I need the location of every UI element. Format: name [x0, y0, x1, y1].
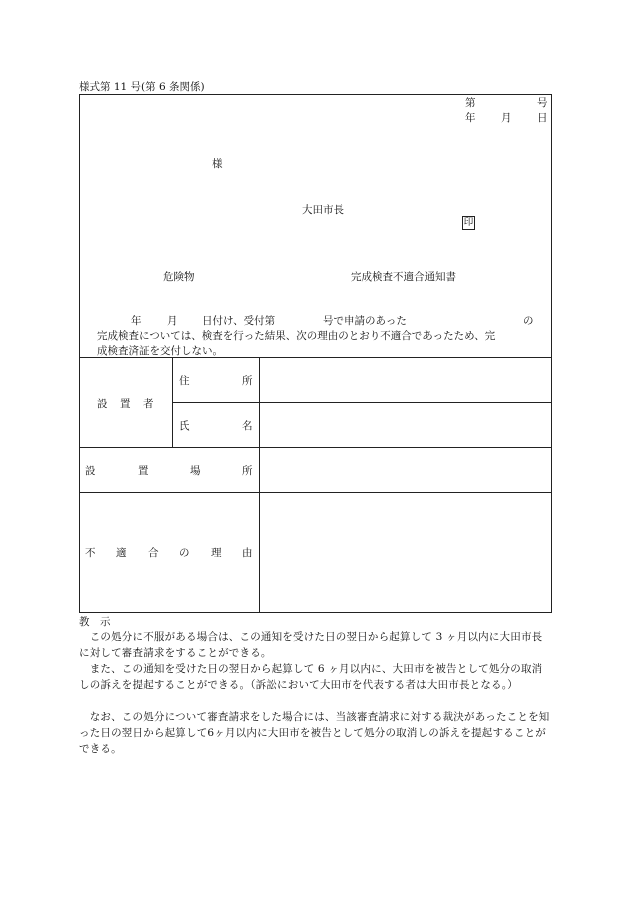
table-divider-location	[79, 492, 552, 493]
body-no: の	[523, 315, 534, 327]
seal-stamp: 印	[463, 217, 474, 228]
addressee-suffix: 様	[212, 158, 223, 170]
notice-paragraph-2: また、この通知を受けた日の翌日から起算して 6 ヶ月以内に、大田市を被告として処分の取消しの訴えを提起することができる。（訴訟において大田市を代表する者は大田市長となる。）	[79, 663, 543, 692]
name-label-c2: 名	[242, 420, 253, 432]
body-month: 月	[167, 315, 178, 327]
table-vline-sub	[172, 357, 173, 447]
address-label-c1: 住	[179, 375, 190, 387]
installer-c3: 者	[143, 398, 154, 410]
table-divider-installer	[79, 447, 552, 448]
body-year: 年	[131, 315, 142, 327]
location-c4: 所	[242, 465, 253, 477]
form-number: 様式第 11 号(第 6 条関係)	[79, 81, 205, 93]
installer-c2: 置	[120, 398, 131, 410]
reason-c2: 適	[116, 547, 127, 559]
location-c3: 場	[190, 465, 201, 477]
location-c1: 設	[85, 465, 96, 477]
location-c2: 置	[138, 465, 149, 477]
document-title: 完成検査不適合通知書	[351, 271, 456, 283]
table-top-border	[79, 357, 552, 358]
table-divider-address	[172, 402, 552, 403]
body-line-3: 成検査済証を交付しない。	[97, 345, 223, 357]
date-month: 月	[501, 112, 512, 124]
number-suffix: 号	[537, 97, 548, 109]
number-prefix: 第	[465, 97, 476, 109]
notice-heading: 教 示	[79, 616, 111, 628]
issuer-name: 大田市長	[302, 204, 344, 216]
reason-c5: 理	[211, 547, 222, 559]
reason-c6: 由	[242, 547, 253, 559]
table-vline-value	[259, 357, 260, 613]
notice-paragraph-1: この処分に不服がある場合は、この通知を受けた日の翌日から起算して 3 ヶ月以内に大田市長に対して審査請求をすることができる。	[79, 631, 543, 660]
reason-c4: の	[179, 547, 190, 559]
reason-c1: 不	[85, 547, 96, 559]
reason-c3: 合	[148, 547, 159, 559]
installer-c1: 設	[97, 398, 108, 410]
body-application: 号で申請のあった	[323, 315, 407, 327]
name-label-c1: 氏	[179, 420, 190, 432]
body-line-2: 完成検査については、検査を行った結果、次の理由のとおり不適合であったため、完	[97, 330, 496, 342]
body-date-receipt: 日付け、受付第	[202, 315, 276, 327]
title-left: 危険物	[163, 271, 195, 283]
notice-paragraph-3: なお、この処分について審査請求をした場合には、当該審査請求に対する裁決があったことを知った日の翌日から起算して6ヶ月以内に大田市を被告として処分の取消しの訴えを提起することができる。	[79, 711, 550, 756]
date-day: 日	[537, 112, 548, 124]
date-year: 年	[465, 112, 476, 124]
address-label-c2: 所	[242, 375, 253, 387]
